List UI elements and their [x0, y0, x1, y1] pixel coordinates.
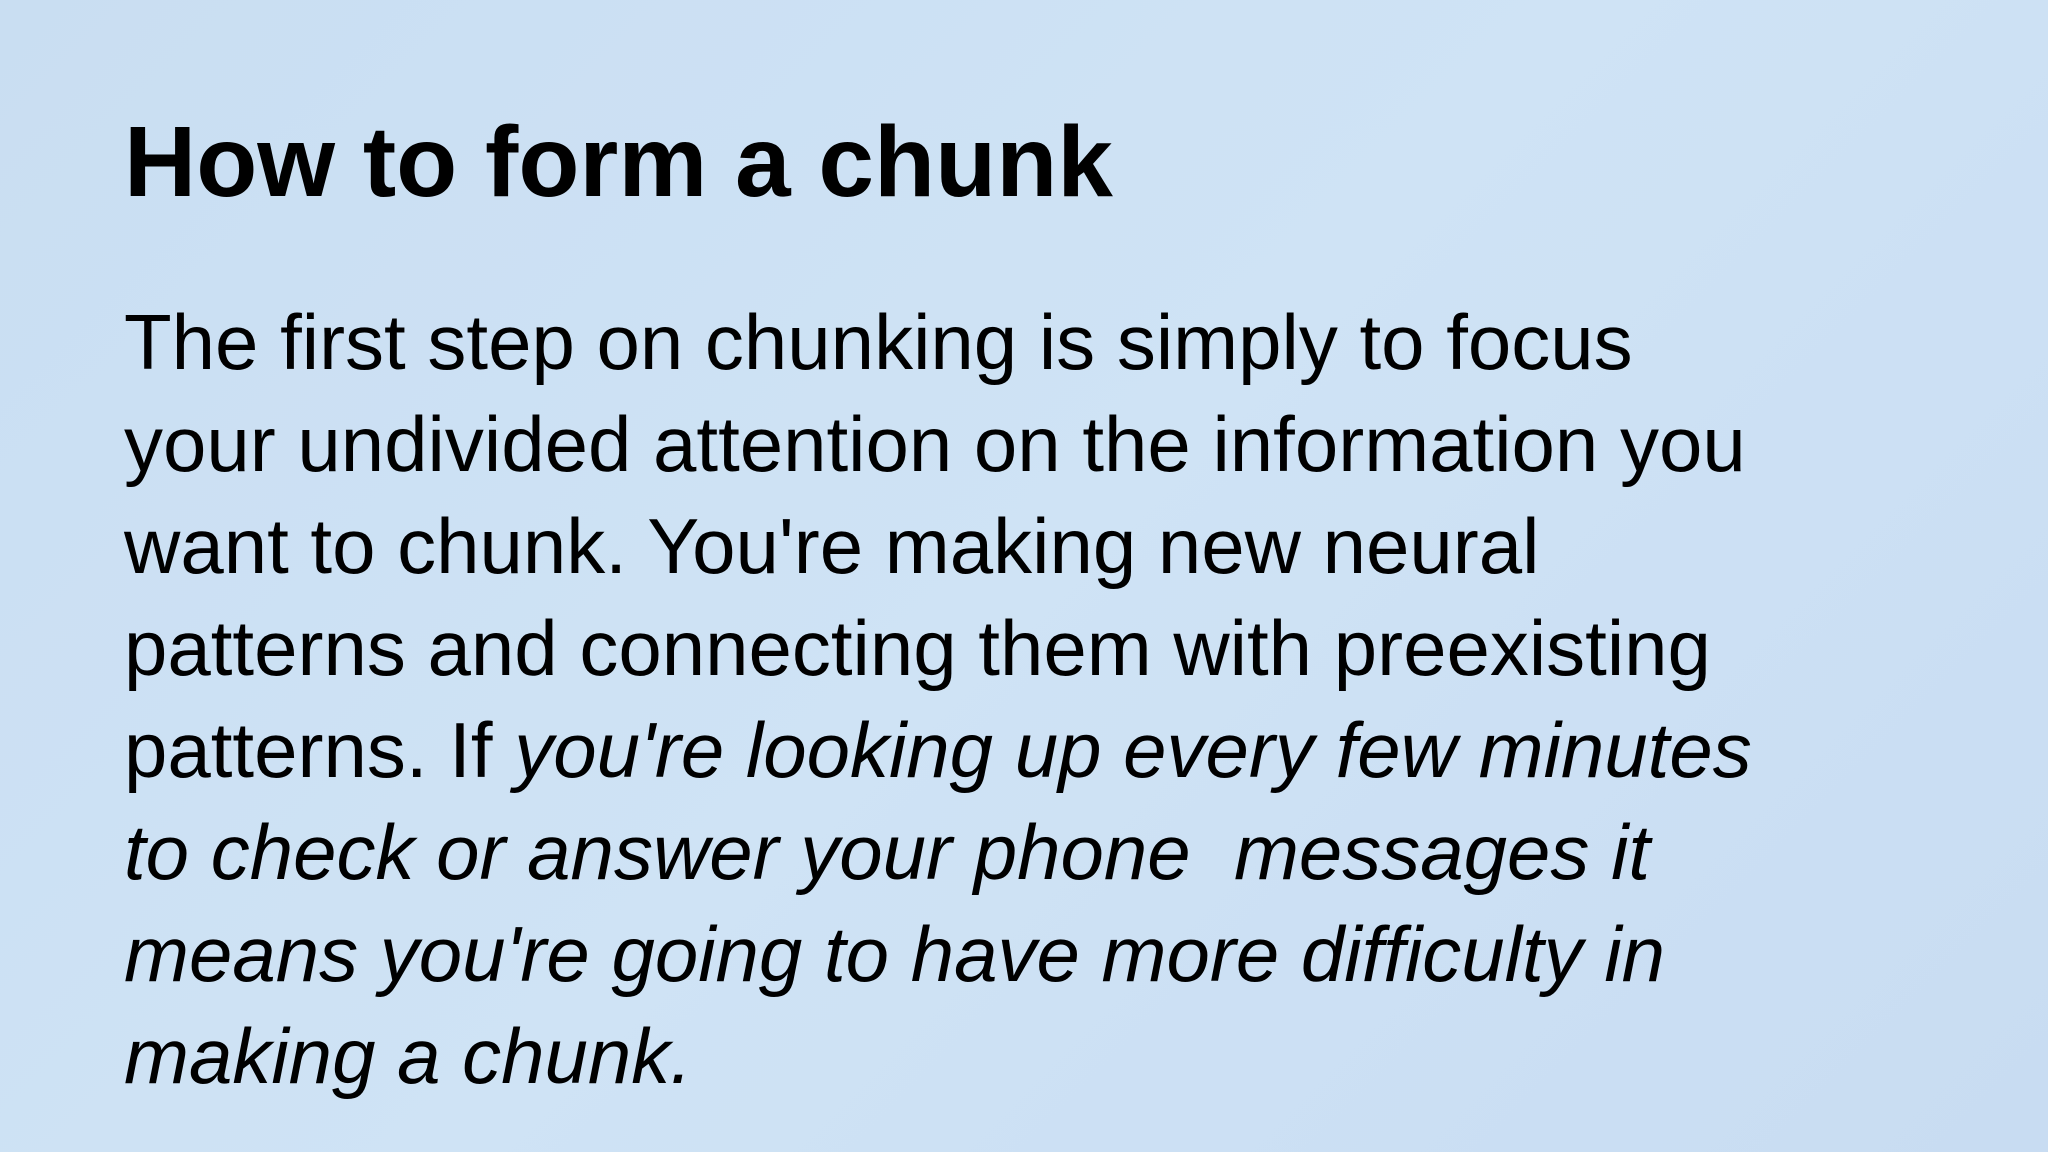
- slide-title: How to form a chunk: [124, 106, 1113, 218]
- body-line-4: patterns and connecting them with preexisting: [124, 604, 1711, 692]
- slide-body: [124, 291, 2004, 1107]
- body-line-5: [124, 699, 2004, 801]
- body-line-6: to check or answer your phone messages it: [124, 808, 1651, 896]
- body-line-7: means you're going to have more difficulty in: [124, 910, 1666, 998]
- body-line-5-plain: patterns. If: [124, 706, 515, 794]
- body-line-5-italic: you're looking up every few minutes: [514, 706, 1752, 794]
- body-line-8: making a chunk.: [124, 1012, 692, 1100]
- body-line-2: your undivided attention on the information you: [124, 400, 1746, 488]
- body-line-1: The first step on chunking is simply to focus: [124, 298, 1633, 386]
- body-line-3: want to chunk. You're making new neural: [124, 502, 1540, 590]
